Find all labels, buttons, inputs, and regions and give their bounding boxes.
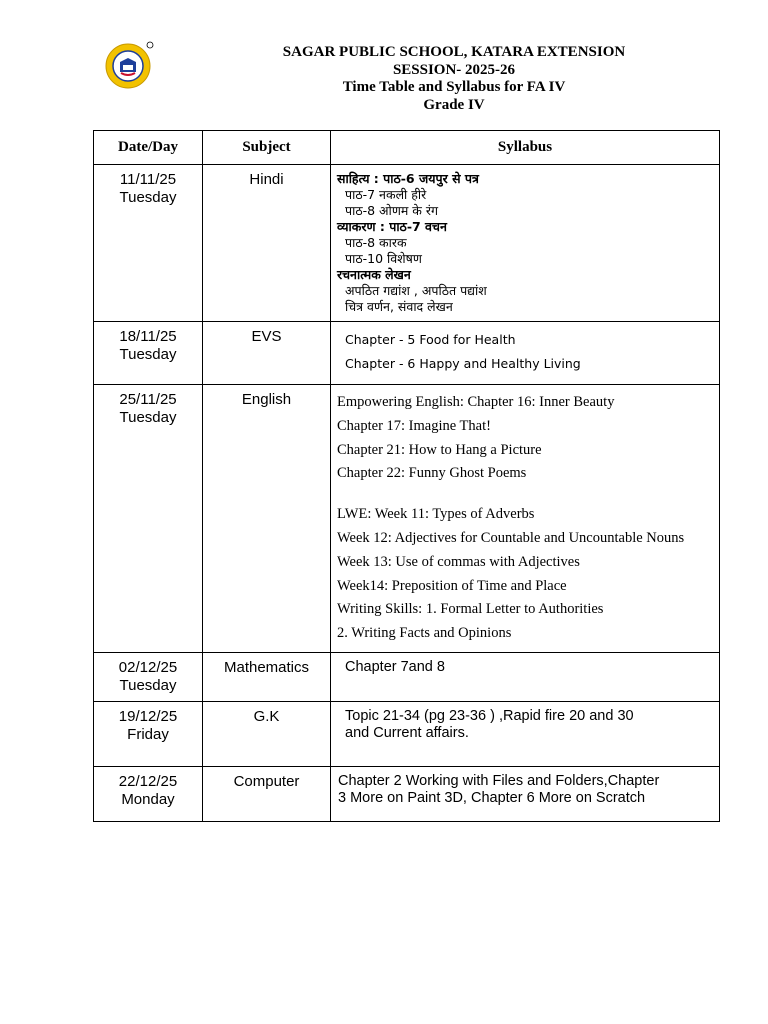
list-item: Chapter - 6 Happy and Healthy Living bbox=[345, 356, 581, 371]
syllabus-cell bbox=[331, 767, 720, 822]
spacer bbox=[337, 486, 713, 503]
syllabus-cell bbox=[331, 653, 720, 702]
syllabus-cell bbox=[331, 385, 720, 653]
school-name: SAGAR PUBLIC SCHOOL, KATARA EXTENSION bbox=[282, 44, 626, 60]
list-item: Chapter 21: How to Hang a Picture bbox=[337, 441, 542, 458]
list-item: साहित्य : पाठ-6 जयपुर से पत्र bbox=[337, 171, 479, 186]
subject-cell: G.K bbox=[203, 702, 331, 767]
subject-cell: EVS bbox=[203, 322, 331, 385]
date-cell: 11/11/25 Tuesday bbox=[94, 165, 203, 322]
list-item: LWE: Week 11: Types of Adverbs bbox=[337, 506, 535, 523]
list-item: चित्र वर्णन, संवाद लेखन bbox=[345, 299, 453, 314]
list-item: पाठ-7 नकली हीरे bbox=[345, 187, 427, 202]
grade-label: Grade IV bbox=[423, 96, 485, 113]
list-item: पाठ-10 विशेषण bbox=[345, 251, 422, 266]
table-row bbox=[94, 322, 720, 385]
syllabus-cell bbox=[331, 702, 720, 767]
document-title: Time Table and Syllabus for FA IV bbox=[342, 79, 566, 95]
list-item: अपठित गद्यांश , अपठित पद्यांश bbox=[345, 283, 487, 298]
subject-cell: Computer bbox=[203, 767, 331, 822]
table-row bbox=[94, 767, 720, 822]
date-cell: 18/11/25 Tuesday bbox=[94, 322, 203, 385]
date-cell: 25/11/25 Tuesday bbox=[94, 385, 203, 653]
list-item: 3 More on Paint 3D, Chapter 6 More on Scratch bbox=[338, 790, 646, 806]
list-item: Empowering English: Chapter 16: Inner Beauty bbox=[337, 394, 615, 410]
syllabus-cell bbox=[331, 322, 720, 385]
list-item: Topic 21-34 (pg 23-36 ) ,Rapid fire 20 and 30 bbox=[345, 708, 634, 724]
table-row bbox=[94, 702, 720, 767]
list-item: Chapter 7and 8 bbox=[345, 659, 445, 675]
list-item: रचनात्मक लेखन bbox=[337, 267, 411, 282]
timetable bbox=[93, 130, 720, 822]
subject-cell: Hindi bbox=[203, 165, 331, 322]
table-row bbox=[94, 385, 720, 653]
document-header bbox=[160, 44, 748, 114]
date-cell: 19/12/25 Friday bbox=[94, 702, 203, 767]
list-item: पाठ-8 ओणम के रंग bbox=[345, 203, 439, 218]
list-item: and Current affairs. bbox=[345, 725, 469, 741]
school-logo-icon bbox=[104, 40, 154, 90]
list-item: Writing Skills: 1. Formal Letter to Authorities bbox=[337, 601, 604, 618]
column-header-syllabus: Syllabus bbox=[331, 131, 720, 165]
list-item: व्याकरण : पाठ-7 वचन bbox=[337, 219, 447, 234]
list-item: 2. Writing Facts and Opinions bbox=[337, 625, 512, 642]
date-cell: 02/12/25 Tuesday bbox=[94, 653, 203, 702]
subject-cell: Mathematics bbox=[203, 653, 331, 702]
table-row bbox=[94, 653, 720, 702]
list-item: Chapter - 5 Food for Health bbox=[345, 332, 516, 347]
column-header-date: Date/Day bbox=[94, 131, 203, 165]
session-label: SESSION- 2025-26 bbox=[392, 61, 516, 78]
list-item: Chapter 22: Funny Ghost Poems bbox=[337, 465, 527, 482]
syllabus-cell bbox=[331, 165, 720, 322]
column-header-subject: Subject bbox=[203, 131, 331, 165]
subject-cell: English bbox=[203, 385, 331, 653]
list-item: Chapter 2 Working with Files and Folders,Chapter bbox=[338, 773, 660, 789]
table-row bbox=[94, 165, 720, 322]
list-item: Week 12: Adjectives for Countable and Uncountable Nouns bbox=[337, 529, 685, 546]
list-item: Chapter 17: Imagine That! bbox=[337, 417, 491, 434]
list-item: Week14: Preposition of Time and Place bbox=[337, 577, 567, 594]
list-item: Week 13: Use of commas with Adjectives bbox=[337, 553, 580, 570]
table-header-row bbox=[94, 131, 720, 165]
list-item: पाठ-8 कारक bbox=[345, 235, 407, 250]
date-cell: 22/12/25 Monday bbox=[94, 767, 203, 822]
